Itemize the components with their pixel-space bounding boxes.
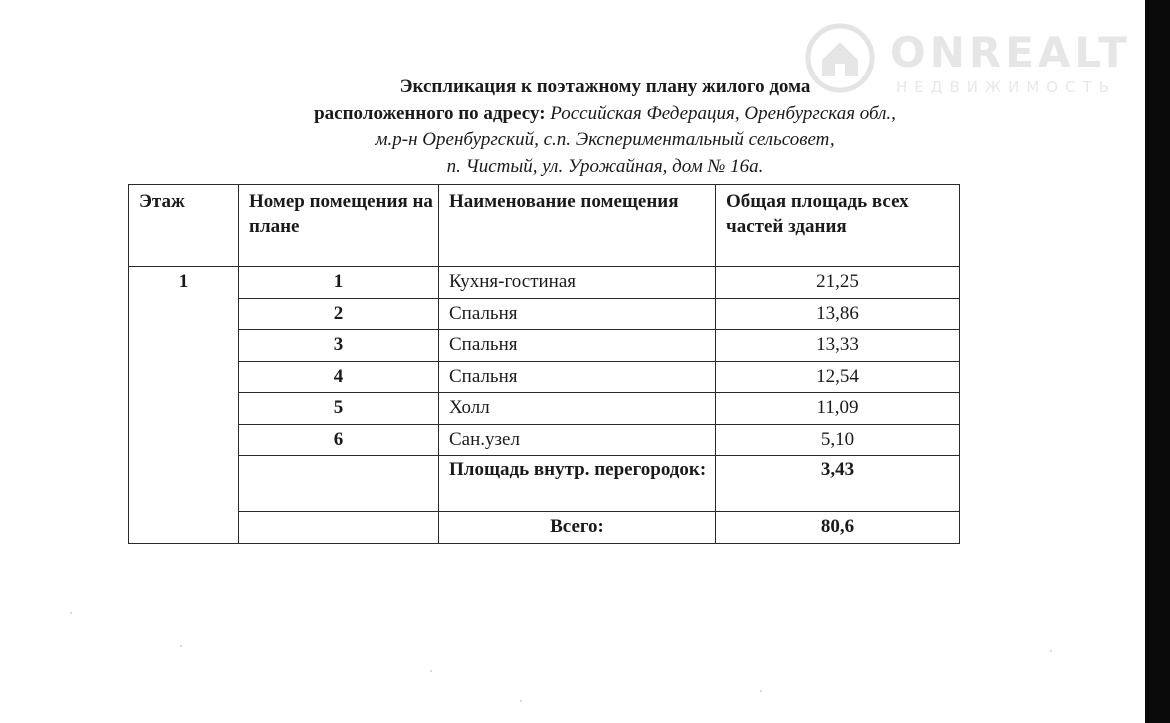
room-number: 4 [239, 361, 439, 393]
room-area: 13,86 [716, 298, 960, 330]
scan-speck [760, 690, 762, 692]
column-header-floor: Этаж [129, 185, 239, 267]
column-header-room-name: Наименование помещения [439, 185, 716, 267]
room-number: 5 [239, 393, 439, 425]
floor-cell-empty [129, 330, 239, 362]
floor-number: 1 [129, 267, 239, 299]
scan-speck [1050, 650, 1052, 652]
table-row [129, 330, 960, 362]
room-name: Кухня-гостиная [439, 267, 716, 299]
room-area: 12,54 [716, 361, 960, 393]
table-row [129, 393, 960, 425]
document-title: Экспликация к поэтажному плану жилого дома [399, 76, 811, 97]
room-number: 3 [239, 330, 439, 362]
floor-cell-empty [129, 424, 239, 456]
address-region: Российская Федерация, Оренбургская обл., [550, 102, 896, 124]
room-name: Спальня [439, 330, 716, 362]
watermark-subtitle: НЕДВИЖИМОСТЬ [896, 78, 1117, 96]
room-number: 2 [239, 298, 439, 330]
column-header-room-number: Номер помещения на плане [239, 185, 439, 267]
room-number-empty [239, 512, 439, 544]
floor-cell-empty [129, 393, 239, 425]
address-line-3: п. Чистый, ул. Урожайная, дом № 16а. [446, 155, 764, 177]
total-row [129, 512, 960, 544]
room-number: 6 [239, 424, 439, 456]
scan-edge-bar [1145, 0, 1170, 723]
room-area: 11,09 [716, 393, 960, 425]
room-name: Сан.узел [439, 424, 716, 456]
table-row [129, 424, 960, 456]
room-area: 13,33 [716, 330, 960, 362]
room-name: Спальня [439, 361, 716, 393]
total-label: Всего: [439, 512, 716, 544]
column-header-area: Общая площадь всех частей здания [716, 185, 960, 267]
floor-cell-empty [129, 512, 239, 544]
room-area: 5,10 [716, 424, 960, 456]
floor-cell-empty [129, 361, 239, 393]
table-row [129, 361, 960, 393]
room-number: 1 [239, 267, 439, 299]
document-header [200, 74, 1010, 180]
floor-cell-empty [129, 456, 239, 512]
total-area: 80,6 [716, 512, 960, 544]
partitions-area: 3,43 [716, 456, 960, 512]
table-row [129, 267, 960, 299]
floor-cell-empty [129, 298, 239, 330]
scan-speck [520, 700, 522, 702]
table-row [129, 298, 960, 330]
watermark-brand: ONREALT [890, 28, 1131, 77]
address-line-1 [200, 101, 1010, 128]
scan-speck [70, 612, 72, 614]
address-line-2: м.р-н Оренбургский, с.п. Экспериментальный сельсовет, [375, 129, 835, 150]
partitions-label: Площадь внутр. перегородок: [439, 456, 716, 512]
explication-table [128, 184, 960, 544]
partitions-row [129, 456, 960, 512]
room-area: 21,25 [716, 267, 960, 299]
scan-speck [430, 670, 432, 672]
table-header-row [129, 185, 960, 267]
scan-speck [180, 645, 182, 647]
room-number-empty [239, 456, 439, 512]
room-name: Холл [439, 393, 716, 425]
room-name: Спальня [439, 298, 716, 330]
address-prefix: расположенного по адресу: [314, 102, 546, 124]
